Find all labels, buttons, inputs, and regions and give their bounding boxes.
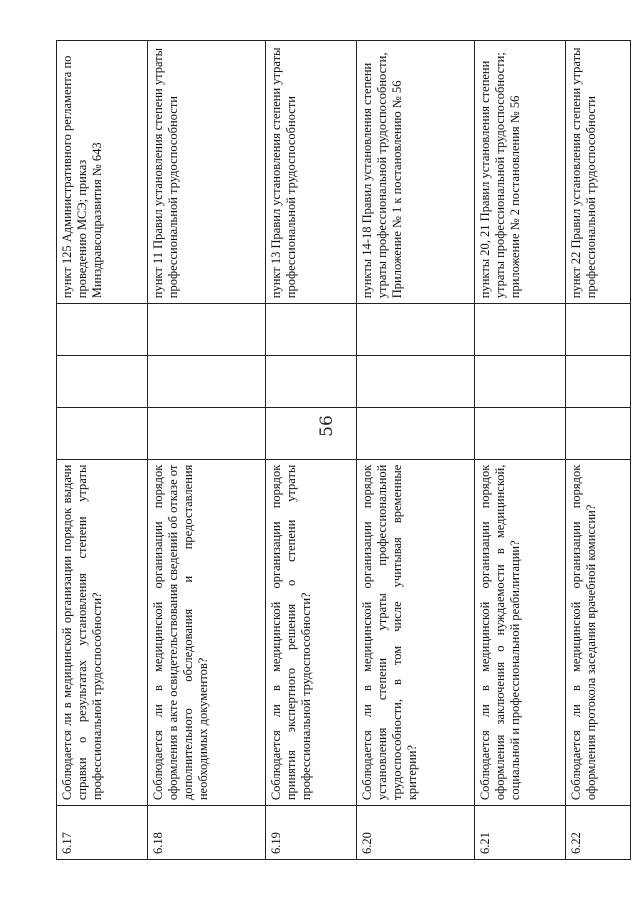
row-reference: пункт 125 Административного регламента по проведению МСЭ; приказ Минздравсоцразвития № 643 <box>57 41 148 304</box>
row-reference: пункт 22 Правил установления степени утраты профессиональной трудоспособности <box>565 41 630 304</box>
row-reference: пункт 11 Правил установления степени утраты профессиональной трудоспособности <box>148 41 266 304</box>
checklist-table-body <box>57 41 631 860</box>
row-answer-yes <box>265 407 356 459</box>
row-answer-no <box>474 356 565 408</box>
row-question: Соблюдается ли в медицинской организации порядок принятия экспертного решения о степени утраты профессиональной трудоспособности? <box>265 459 356 806</box>
rotated-table-wrapper <box>56 40 631 860</box>
table-row <box>148 41 266 860</box>
row-question: Соблюдается ли в медицинской организации порядок выдачи справки о результатах установления степени утраты профессиональной трудоспособности? <box>57 459 148 806</box>
table-row <box>565 41 630 860</box>
row-answer-yes <box>565 407 630 459</box>
row-number: 6.22 <box>565 806 630 860</box>
row-reference: пункт 13 Правил установления степени утраты профессиональной трудоспособности <box>265 41 356 304</box>
row-answer-yes <box>148 407 266 459</box>
row-answer-na <box>148 304 266 356</box>
row-answer-no <box>565 356 630 408</box>
row-answer-na <box>357 304 475 356</box>
row-answer-yes <box>357 407 475 459</box>
table-row <box>57 41 148 860</box>
row-answer-no <box>57 356 148 408</box>
table-row <box>474 41 565 860</box>
row-answer-no <box>148 356 266 408</box>
row-number: 6.19 <box>265 806 356 860</box>
row-reference: пункты 20, 21 Правил установления степени утраты профессиональной трудоспособности; приложение № 2 постановления № 56 <box>474 41 565 304</box>
row-answer-na <box>265 304 356 356</box>
row-question: Соблюдается ли в медицинской организации порядок оформления заключения о нуждаемости в медицинской, социальной и профессиональной реабилитации? <box>474 459 565 806</box>
row-number: 6.20 <box>357 806 475 860</box>
row-reference: пункты 14-18 Правил установления степени утраты профессиональной трудоспособности, Приложение № 1 к постановлению № 56 <box>357 41 475 304</box>
row-answer-no <box>357 356 475 408</box>
row-number: 6.18 <box>148 806 266 860</box>
row-answer-no <box>265 356 356 408</box>
row-number: 6.17 <box>57 806 148 860</box>
row-answer-na <box>57 304 148 356</box>
page-number: 56 <box>316 415 337 437</box>
row-answer-na <box>565 304 630 356</box>
checklist-table <box>56 40 631 860</box>
row-question: Соблюдается ли в медицинской организации порядок установления степени утраты профессиональной трудоспособности, в том числе учитывая временные критерии? <box>357 459 475 806</box>
row-answer-yes <box>57 407 148 459</box>
row-question: Соблюдается ли в медицинской организации порядок оформления протокола заседания врачебной комиссии? <box>565 459 630 806</box>
row-number: 6.21 <box>474 806 565 860</box>
row-answer-yes <box>474 407 565 459</box>
row-question: Соблюдается ли в медицинской организации порядок оформления в акте освидетельствования сведений об отказе от дополнительного обследования и предоставления необходимых документов? <box>148 459 266 806</box>
table-row <box>357 41 475 860</box>
row-answer-na <box>474 304 565 356</box>
table-row <box>265 41 356 860</box>
